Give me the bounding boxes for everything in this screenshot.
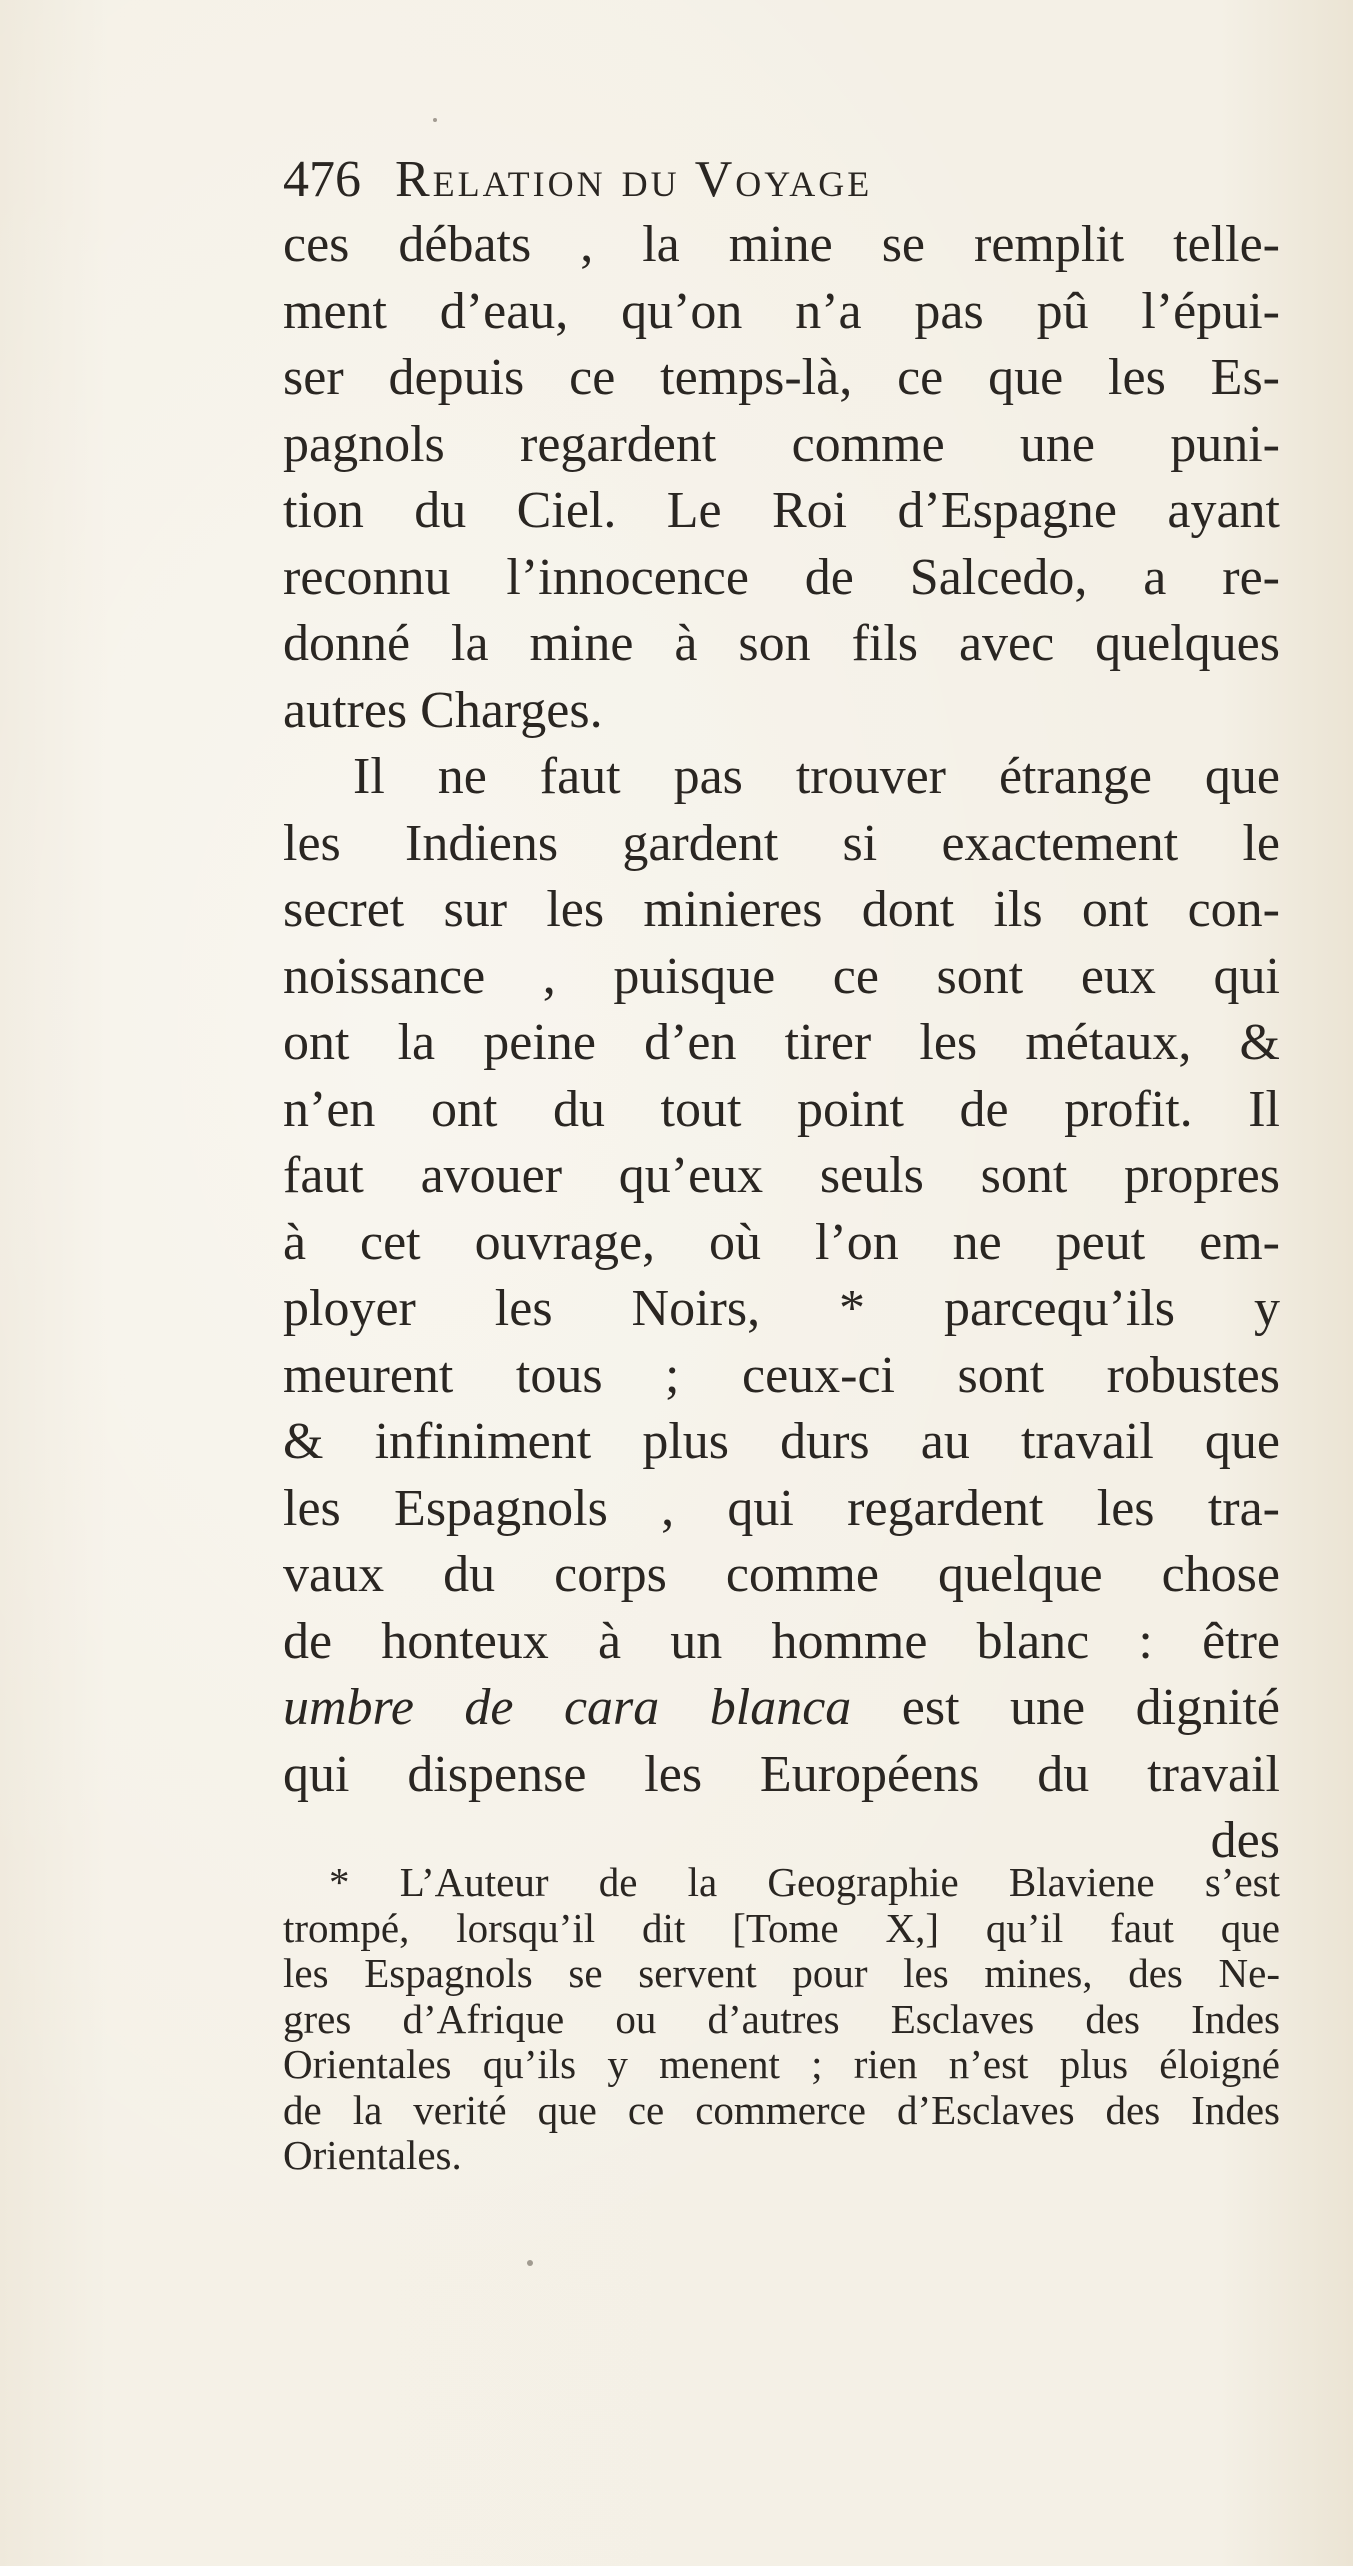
text-line: n’en ont du tout point de profit. Il bbox=[283, 1080, 1280, 1138]
text-line: à cet ouvrage, où l’on ne peut em- bbox=[283, 1213, 1280, 1271]
footnote-line: gres d’Afrique ou d’autres Esclaves des Indes bbox=[283, 1995, 1280, 2042]
text-line: noissance , puisque ce sont eux qui bbox=[283, 947, 1280, 1005]
footnote bbox=[283, 1860, 1280, 2179]
text-line: ont la peine d’en tirer les métaux, & bbox=[283, 1014, 1280, 1071]
text-line: & infiniment plus durs au travail que bbox=[283, 1413, 1280, 1470]
text-line: qui dispense les Européens du travail bbox=[283, 1745, 1280, 1803]
text-line: les Indiens gardent si exactement le bbox=[283, 814, 1280, 872]
text-line: secret sur les minieres dont ils ont con- bbox=[283, 881, 1280, 938]
text-line: donné la mine à son fils avec quelques bbox=[283, 615, 1280, 672]
text-line: faut avouer qu’eux seuls sont propres bbox=[283, 1147, 1280, 1204]
text-line-italic-phrase bbox=[283, 1675, 1280, 1742]
paragraph-start-line: Il ne faut pas trouver étrange que bbox=[353, 748, 1280, 805]
footnote-line: * L’Auteur de la Geographie Blaviene s’est bbox=[329, 1859, 1280, 1905]
paper-speck bbox=[527, 2260, 533, 2266]
paper-speck bbox=[433, 118, 437, 122]
footnote-line: les Espagnols se servent pour les mines, des Ne- bbox=[283, 1950, 1280, 1996]
footnote-line: trompé, lorsqu’il dit [Tome X,] qu’il faut que bbox=[283, 1904, 1280, 1951]
text-line: meurent tous ; ceux-ci sont robustes bbox=[283, 1346, 1280, 1404]
italic-phrase: umbre de cara blanca bbox=[283, 1679, 852, 1736]
text-line: les Espagnols , qui regardent les tra- bbox=[283, 1479, 1280, 1537]
footnote-line: Orientales. bbox=[283, 2132, 462, 2178]
running-head bbox=[283, 150, 1163, 210]
text-line: vaux du corps comme quelque chose bbox=[283, 1546, 1280, 1603]
text-line: reconnu l’innocence de Salcedo, a re- bbox=[283, 548, 1280, 606]
text-line: autres Charges. bbox=[283, 681, 603, 739]
text-line: ployer les Noirs, * parcequ’ils y bbox=[283, 1280, 1280, 1337]
footnote-line: Orientales qu’ils y menent ; rien n’est plus éloigné bbox=[283, 2041, 1280, 2087]
text-line: tion du Ciel. Le Roi d’Espagne ayant bbox=[283, 482, 1280, 539]
text-line: pagnols regardent comme une puni- bbox=[283, 415, 1280, 473]
text-line-rest: est une dignité bbox=[851, 1679, 1280, 1736]
text-line: de honteux à un homme blanc : être bbox=[283, 1612, 1280, 1670]
text-line: ces débats , la mine se remplit telle- bbox=[283, 216, 1280, 273]
catchword: des bbox=[1210, 1812, 1280, 1869]
text-line: ment d’eau, qu’on n’a pas pû l’épui- bbox=[283, 282, 1280, 340]
main-text bbox=[283, 212, 1280, 1875]
footnote-line: de la verité que ce commerce d’Esclaves des Indes bbox=[283, 2086, 1280, 2133]
page-number: 476 bbox=[283, 151, 361, 208]
running-title: Relation du Voyage bbox=[395, 151, 873, 208]
text-line: ser depuis ce temps-là, ce que les Es- bbox=[283, 349, 1280, 406]
